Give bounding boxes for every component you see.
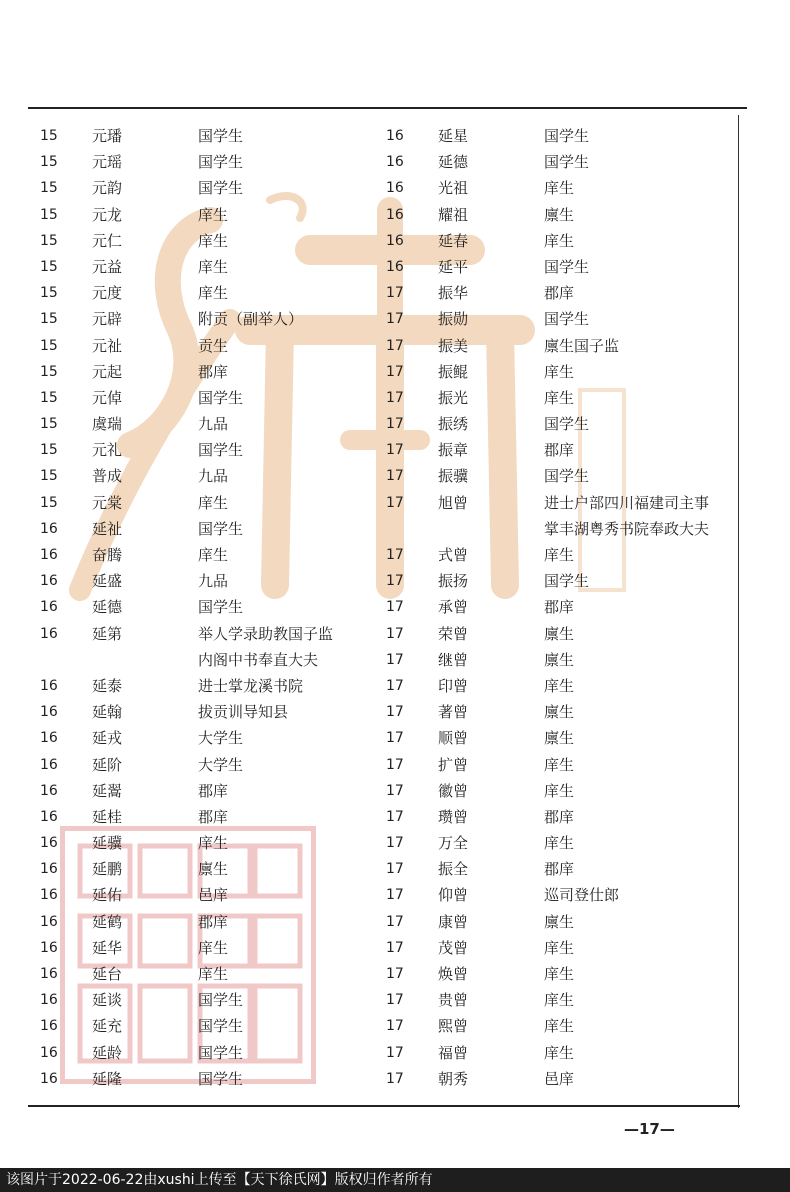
person-name: 振扬 [438,572,469,591]
person-title: 庠生 [544,231,575,250]
person-title: 国学生 [544,153,590,172]
person-name: 延桂 [92,807,123,826]
genealogy-row [40,463,390,489]
person-name: 延龄 [92,1043,123,1062]
genealogy-row [40,306,390,332]
person-title: 内阁中书奉直大夫 [198,650,319,669]
genealogy-row [40,568,390,594]
genealogy-row [386,202,736,228]
person-title: 国学生 [198,991,244,1010]
person-title: 掌丰湖粤秀书院奉政大夫 [544,519,710,538]
person-name: 振全 [438,860,469,879]
person-name: 延骥 [92,834,123,853]
generation-number: 17 [386,625,404,642]
person-name: 元益 [92,257,123,276]
genealogy-row [386,228,736,254]
person-name: 延阶 [92,755,123,774]
person-name: 振光 [438,388,469,407]
person-title: 庠生 [544,1017,575,1036]
generation-number: 16 [40,992,58,1009]
person-title: 国学生 [544,415,590,434]
person-title: 廪生 [544,650,575,669]
person-title: 国学生 [198,388,244,407]
genealogy-row [40,699,390,725]
person-title: 国学生 [198,1043,244,1062]
person-name: 延谈 [92,991,123,1010]
generation-number: 17 [386,861,404,878]
genealogy-row [386,463,736,489]
generation-number: 17 [386,389,404,406]
person-name: 振鲲 [438,362,469,381]
genealogy-row [386,149,736,175]
genealogy-row [386,1040,736,1066]
generation-number: 16 [40,808,58,825]
person-name: 熙曾 [438,1017,469,1036]
person-name: 延平 [438,257,469,276]
person-title: 大学生 [198,729,244,748]
person-name: 延翰 [92,703,123,722]
genealogy-row [386,175,736,201]
genealogy-row [386,882,736,908]
generation-number: 16 [40,966,58,982]
person-title: 庠生 [544,388,575,407]
person-title: 九品 [198,467,229,486]
person-name: 扩曾 [438,755,469,774]
generation-number: 17 [386,730,404,747]
generation-number: 16 [40,861,58,878]
person-name: 光祖 [438,179,469,198]
genealogy-row [386,621,736,647]
person-title: 庠生 [544,546,575,564]
person-title: 庠生 [198,834,229,853]
genealogy-row [40,123,390,149]
genealogy-row [40,673,390,699]
generation-number: 17 [386,704,404,721]
left-column [40,123,390,1092]
person-title: 庠生 [544,676,575,695]
person-title: 庠生 [198,284,229,303]
genealogy-row [386,856,736,882]
generation-number: 17 [386,311,404,328]
person-name: 元祉 [92,336,123,355]
person-title: 进士户部四川福建司主事 [544,493,710,512]
generation-number: 17 [386,442,404,459]
generation-number: 16 [40,520,58,537]
generation-number: 17 [386,939,404,956]
person-title: 庠生 [544,179,575,198]
generation-number: 15 [40,494,58,511]
person-name: 虞瑞 [92,415,123,434]
person-title: 国学生 [198,1017,244,1036]
generation-number: 17 [386,782,404,799]
genealogy-row [40,1066,390,1092]
person-title: 拔贡训导知县 [198,703,289,722]
person-title: 九品 [198,415,229,434]
generation-number: 16 [40,1070,58,1087]
person-title: 庠生 [198,493,229,512]
genealogy-row [386,1013,736,1039]
person-title: 廪生国子监 [544,336,620,355]
person-title: 国学生 [198,127,244,145]
person-name: 元仁 [92,231,123,250]
generation-number: 16 [386,154,404,171]
genealogy-row [40,909,390,935]
genealogy-row [40,149,390,175]
person-name: 焕曾 [438,965,469,983]
genealogy-row [40,411,390,437]
generation-number: 17 [386,992,404,1009]
person-name: 印曾 [438,676,469,695]
genealogy-row [40,594,390,620]
person-title: 国学生 [544,310,590,329]
genealogy-row [40,987,390,1013]
person-title: 庠生 [544,991,575,1010]
genealogy-row [386,909,736,935]
person-title: 廪生 [198,860,229,879]
generation-number: 16 [386,232,404,249]
person-title: 庠生 [544,938,575,957]
person-title: 九品 [198,572,229,591]
generation-number: 15 [40,337,58,354]
person-name: 延鹏 [92,860,123,879]
generation-number: 17 [386,599,404,616]
genealogy-row [40,725,390,751]
top-rule [28,107,747,109]
person-title: 庠生 [198,965,229,983]
genealogy-row [40,935,390,961]
generation-number: 15 [40,285,58,302]
generation-number: 15 [40,128,58,144]
person-title: 郡庠 [544,441,575,460]
page-number: —17— [624,1120,675,1138]
genealogy-row [386,385,736,411]
genealogy-row [386,725,736,751]
person-name: 式曾 [438,546,469,564]
genealogy-row [386,673,736,699]
person-name: 普成 [92,467,123,486]
person-title: 庠生 [544,755,575,774]
genealogy-row [40,254,390,280]
person-name: 旭曾 [438,493,469,512]
generation-number: 15 [40,363,58,380]
generation-number: 16 [386,258,404,275]
generation-number: 17 [386,416,404,433]
person-name: 延鹤 [92,912,123,931]
person-name: 延台 [92,965,123,983]
genealogy-row [40,961,390,987]
person-title: 郡庠 [544,807,575,826]
person-name: 振美 [438,336,469,355]
generation-number: 17 [386,363,404,380]
genealogy-row [386,306,736,332]
generation-number: 17 [386,887,404,904]
person-title: 国学生 [544,572,590,591]
person-name: 瓒曾 [438,807,469,826]
person-name: 元龙 [92,205,123,224]
generation-number: 16 [40,599,58,616]
generation-number: 16 [40,939,58,956]
genealogy-row [40,228,390,254]
generation-number: 16 [386,180,404,197]
person-title: 廪生 [544,624,575,643]
person-name: 延德 [438,153,469,172]
person-name: 延祉 [92,519,123,538]
genealogy-row [386,647,736,673]
genealogy-row [40,1013,390,1039]
person-name: 延德 [92,598,123,617]
upload-footer: 该图片于2022-06-22由xushi上传至【天下徐氏网】版权归作者所有 [0,1168,790,1192]
genealogy-row [40,804,390,830]
person-name: 振绣 [438,415,469,434]
person-title: 廪生 [544,729,575,748]
person-name: 延盛 [92,572,123,591]
person-name: 振骥 [438,467,469,486]
genealogy-row [386,411,736,437]
person-name: 福曾 [438,1043,469,1062]
person-name: 延星 [438,127,469,145]
genealogy-row [40,490,390,516]
person-name: 元棠 [92,493,123,512]
person-title: 庠生 [544,1043,575,1062]
genealogy-row [40,752,390,778]
person-name: 徽曾 [438,781,469,800]
person-title: 邑庠 [544,1069,575,1088]
genealogy-row [40,542,390,568]
person-name: 顺曾 [438,729,469,748]
person-name: 奋腾 [92,546,123,564]
person-name: 元韵 [92,179,123,198]
person-title: 进士掌龙溪书院 [198,676,304,695]
genealogy-row [386,699,736,725]
genealogy-row [386,123,736,149]
person-name: 著曾 [438,703,469,722]
generation-number: 17 [386,337,404,354]
person-name: 继曾 [438,650,469,669]
genealogy-row [386,778,736,804]
person-title: 庠生 [544,781,575,800]
person-title: 郡庠 [544,284,575,303]
generation-number: 17 [386,651,404,668]
generation-number: 16 [40,835,58,852]
genealogy-row [40,385,390,411]
person-name: 延佑 [92,886,123,905]
person-title: 国学生 [198,1069,244,1088]
generation-number: 16 [40,730,58,747]
genealogy-row [40,647,390,673]
generation-number: 17 [386,573,404,590]
person-title: 邑庠 [198,886,229,905]
person-title: 郡庠 [198,807,229,826]
person-name: 延华 [92,938,123,957]
person-name: 延戎 [92,729,123,748]
person-name: 仰曾 [438,886,469,905]
generation-number: 16 [40,782,58,799]
person-title: 大学生 [198,755,244,774]
generation-number: 17 [386,966,404,982]
person-name: 振华 [438,284,469,303]
genealogy-row [386,830,736,856]
genealogy-row [40,437,390,463]
genealogy-row [386,594,736,620]
genealogy-row [386,752,736,778]
generation-number: 16 [40,1044,58,1061]
person-name: 元起 [92,362,123,381]
generation-number: 16 [40,547,58,563]
person-title: 郡庠 [544,860,575,879]
person-title: 巡司登仕郎 [544,886,620,905]
generation-number: 15 [40,232,58,249]
person-name: 朝秀 [438,1069,469,1088]
generation-number: 16 [40,756,58,773]
person-name: 康曾 [438,912,469,931]
person-name: 茂曾 [438,938,469,957]
generation-number: 16 [386,128,404,144]
person-name: 元璠 [92,127,123,145]
generation-number: 17 [386,285,404,302]
generation-number: 15 [40,416,58,433]
generation-number: 16 [40,625,58,642]
genealogy-row [386,333,736,359]
person-title: 廪生 [544,703,575,722]
generation-number: 17 [386,913,404,930]
generation-number: 16 [40,913,58,930]
genealogy-row [386,437,736,463]
person-title: 国学生 [198,153,244,172]
person-name: 万全 [438,834,469,853]
person-name: 振章 [438,441,469,460]
person-name: 贵曾 [438,991,469,1010]
genealogy-row [40,359,390,385]
right-rule [738,115,739,1108]
generation-number: 17 [386,756,404,773]
genealogy-row [386,359,736,385]
person-title: 郡庠 [198,362,229,381]
person-name: 元辟 [92,310,123,329]
genealogy-row [40,516,390,542]
person-title: 国学生 [198,441,244,460]
person-name: 延泰 [92,676,123,695]
genealogy-row [386,1066,736,1092]
person-title: 庠生 [544,965,575,983]
person-title: 贡生 [198,336,229,355]
generation-number: 15 [40,311,58,328]
person-title: 附贡（副举人） [198,310,304,329]
genealogy-row [40,333,390,359]
genealogy-row [386,987,736,1013]
person-title: 廪生 [544,912,575,931]
person-title: 庠生 [544,834,575,853]
person-title: 举人学录助教国子监 [198,624,334,643]
generation-number: 16 [40,887,58,904]
generation-number: 16 [40,573,58,590]
person-name: 延充 [92,1017,123,1036]
genealogy-row [386,490,736,516]
person-title: 国学生 [198,179,244,198]
genealogy-row [40,882,390,908]
genealogy-row [40,1040,390,1066]
generation-number: 16 [40,1018,58,1035]
genealogy-row [40,621,390,647]
person-name: 元礼 [92,441,123,460]
generation-number: 15 [40,206,58,223]
generation-number: 15 [40,442,58,459]
person-title: 庠生 [198,546,229,564]
generation-number: 15 [40,154,58,171]
person-title: 庠生 [544,362,575,381]
person-title: 庠生 [198,257,229,276]
person-name: 振勋 [438,310,469,329]
person-name: 荣曾 [438,624,469,643]
generation-number: 17 [386,808,404,825]
generation-number: 15 [40,389,58,406]
genealogy-row [386,280,736,306]
genealogy-row [386,804,736,830]
genealogy-row [386,935,736,961]
generation-number: 17 [386,1070,404,1087]
genealogy-row [40,202,390,228]
person-name: 元倬 [92,388,123,407]
person-title: 国学生 [544,257,590,276]
genealogy-row [386,961,736,987]
person-name: 元瑶 [92,153,123,172]
generation-number: 15 [40,468,58,485]
genealogy-row [40,830,390,856]
person-title: 廪生 [544,205,575,224]
generation-number: 17 [386,1018,404,1035]
generation-number: 17 [386,835,404,852]
person-title: 郡庠 [198,781,229,800]
person-name: 元度 [92,284,123,303]
bottom-rule [28,1105,740,1107]
person-title: 郡庠 [198,912,229,931]
genealogy-row [386,568,736,594]
genealogy-row [40,175,390,201]
person-title: 郡庠 [544,598,575,617]
person-name: 延翯 [92,781,123,800]
genealogy-row [386,254,736,280]
person-title: 国学生 [198,598,244,617]
person-name: 延隆 [92,1069,123,1088]
person-title: 庠生 [198,938,229,957]
right-column [386,123,736,1092]
generation-number: 17 [386,547,404,563]
genealogy-row [40,778,390,804]
genealogy-row [40,280,390,306]
person-name: 承曾 [438,598,469,617]
person-name: 耀祖 [438,205,469,224]
generation-number: 17 [386,494,404,511]
person-title: 国学生 [198,519,244,538]
genealogy-row [386,542,736,568]
generation-number: 15 [40,258,58,275]
person-title: 国学生 [544,127,590,145]
person-title: 国学生 [544,467,590,486]
generation-number: 17 [386,677,404,694]
person-title: 庠生 [198,205,229,224]
genealogy-row [386,516,736,542]
person-name: 延第 [92,624,123,643]
generation-number: 15 [40,180,58,197]
generation-number: 16 [40,704,58,721]
generation-number: 17 [386,1044,404,1061]
person-title: 庠生 [198,231,229,250]
genealogy-row [40,856,390,882]
person-name: 延春 [438,231,469,250]
generation-number: 16 [40,677,58,694]
generation-number: 17 [386,468,404,485]
generation-number: 16 [386,206,404,223]
